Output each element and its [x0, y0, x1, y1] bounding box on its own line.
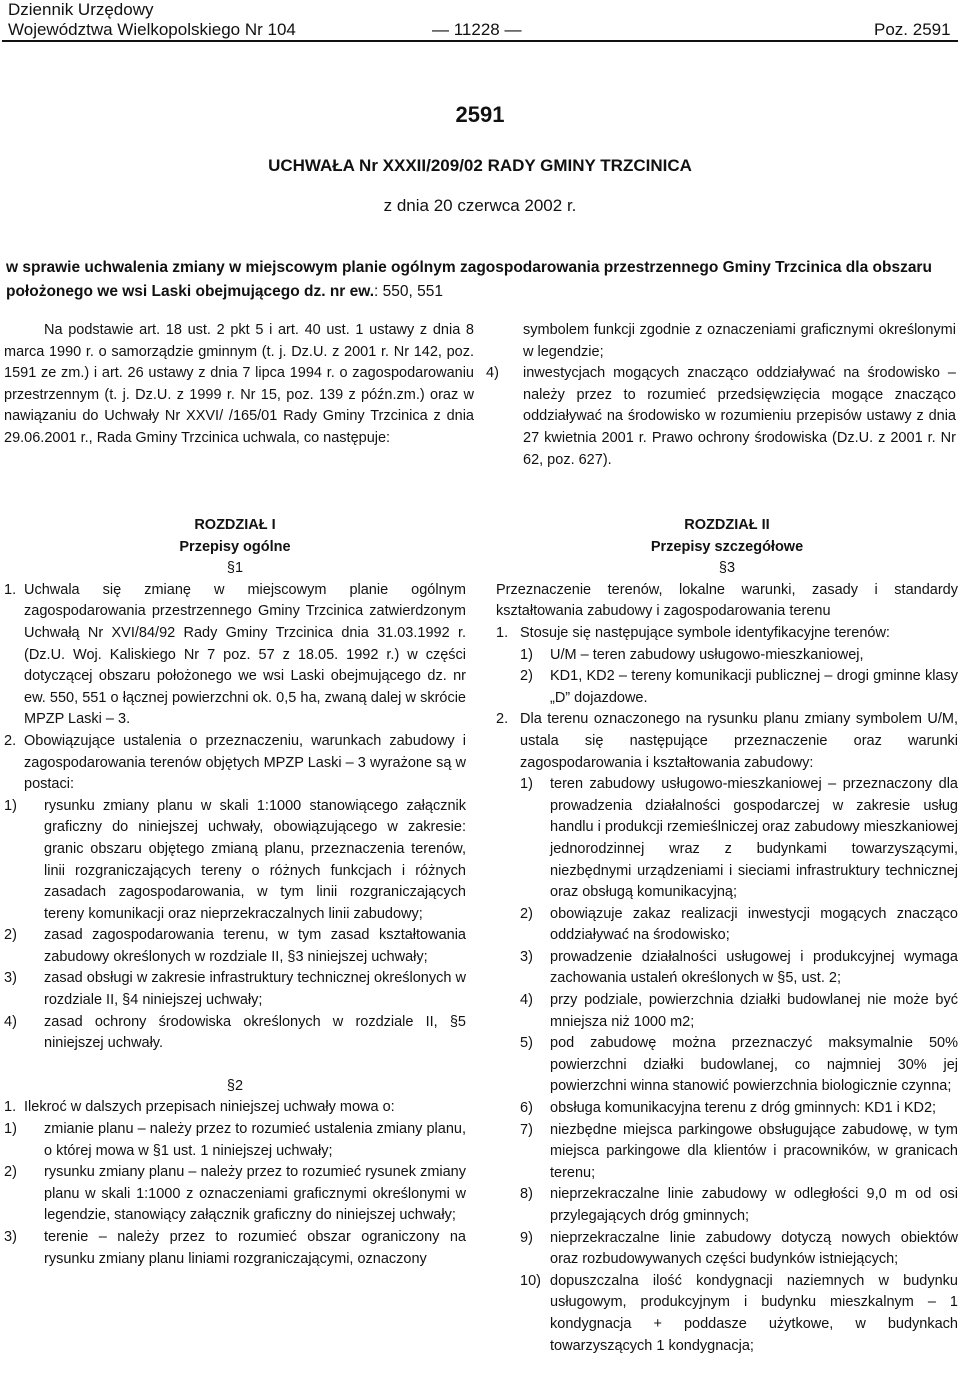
definition-item: [486, 363, 956, 471]
list-item: [496, 1033, 958, 1098]
list-text: nieprzekraczalne linie zabudowy dotyczą nowych obiektów oraz rozbudowywanych części budynków istniejących;: [550, 1229, 958, 1268]
document-title: UCHWAŁA Nr XXXII/209/02 RADY GMINY TRZCINICA: [268, 156, 692, 175]
item-text: inwestycjach mogących znacząco oddziaływać na środowisko – należy przez to rozumieć przedsięwzięcia mogące znacząco oddziaływać na środowisko w rozumieniu przepisów ustawy z dnia 27 kwietnia 2001 r. Prawo ochrony środowiska (Dz.U. z 2001 r. Nr 62, poz. 627).: [523, 365, 956, 468]
journal-volume: Województwa Wielkopolskiego Nr 104: [8, 20, 296, 39]
list-item: [496, 1271, 958, 1357]
list-text: prowadzenie działalności usługowej i produkcyjnej wymaga zachowania ustaleń określonych w §5, ust. 2;: [550, 948, 958, 987]
section-item: [496, 623, 958, 645]
chapter-heading: ROZDZIAŁ II: [684, 517, 770, 533]
section-item: [4, 580, 466, 731]
list-number: 6): [520, 1100, 533, 1117]
list-number: 4): [4, 1013, 17, 1030]
list-number: 7): [520, 1121, 533, 1138]
list-number: 9): [520, 1229, 533, 1246]
list-item: [4, 925, 466, 968]
list-text: rysunku zmiany planu – należy przez to rozumieć rysunek zmiany planu w skali 1:1000 z oznaczeniami graficznymi określonymi w legendzie, stanowiący załącznik graficzny do niniejszej uchwały;: [44, 1164, 466, 1224]
section-number: 1.: [4, 1099, 17, 1116]
list-number: 2): [4, 927, 17, 944]
section-item: [4, 1097, 466, 1119]
document-number: 2591: [455, 102, 505, 127]
list-item: [496, 645, 958, 667]
list-text: obsługa komunikacyjna terenu z dróg gminnych: KD1 i KD2;: [550, 1100, 937, 1117]
list-number: 1): [520, 776, 533, 793]
right-column: [496, 515, 958, 1357]
list-text: zmianie planu – należy przez to rozumieć ustalenia zmiany planu, o której mowa w §1 ust. 1 niniejszej uchwały;: [44, 1121, 466, 1159]
section-text: Ilekroć w dalszych przepisach niniejszej uchwały mowa o:: [24, 1099, 395, 1116]
section-number: 1.: [496, 624, 509, 641]
page-number: — 11228 —: [432, 20, 522, 39]
list-number: 4): [520, 992, 533, 1009]
position-number: Poz. 2591: [874, 20, 951, 39]
list-item: [496, 904, 958, 947]
list-number: 2): [4, 1164, 17, 1181]
list-number: 3): [4, 1229, 17, 1245]
list-item: [496, 990, 958, 1033]
list-text: obowiązuje zakaz realizacji inwestycji mogących znacząco oddziaływać na środowisko;: [550, 905, 958, 944]
list-text: pod zabudowę można przeznaczyć maksymalnie 50% powierzchni działki budowlanej, co najmniej 30% jej powierzchni winna stanowić powierzchnia biologicznie czynna;: [550, 1035, 958, 1095]
subject-parcels: : 550, 551: [374, 283, 443, 300]
preamble: Na podstawie art. 18 ust. 2 pkt 5 i art. 40 ust. 1 ustawy z dnia 8 marca 1990 r. o samorządzie gminnym (t. j. Dz.U. z 2001 r. Nr 142, poz. 1591 ze zm.) i art. 26 ustawy z dnia 7 lipca 1994 r. o zagospodarowaniu przestrzennym (t. j. Dz.U. z 1999 r. Nr 15, poz. 139 z późn.zm.) oraz w nawiązaniu do Uchwały Nr XXVI/ /165/01 Rady Gminy Trzcinica z dnia 29.06.2001 r., Rada Gminy Trzcinica uchwala, co następuje:: [4, 322, 474, 446]
definition-3-continued: symbolem funkcji zgodnie z oznaczeniami graficznymi określonymi w legendzie;: [523, 322, 956, 360]
list-item: [496, 1184, 958, 1227]
list-number: 2): [520, 905, 533, 922]
list-item: [496, 1120, 958, 1185]
list-item: [4, 1227, 466, 1270]
list-text: U/M – teren zabudowy usługowo-mieszkaniowej,: [550, 646, 864, 663]
list-text: zasad zagospodarowania terenu, w tym zasad kształtowania zabudowy określonych w rozdziale II, §3 niniejszej uchwały;: [44, 927, 466, 965]
section-intro: Przeznaczenie terenów, lokalne warunki, zasady i standardy kształtowania zabudowy i zagospodarowania terenu: [496, 581, 958, 620]
list-text: nieprzekraczalne linie zabudowy w odległości 9,0 m od osi przylegających dróg gminnych;: [550, 1186, 958, 1224]
list-text: dopuszczalna ilość kondygnacji naziemnych w budynku usługowym, produkcyjnym i budynku mieszkalnym – 1 kondygnacja + poddasze użytkowe, w budynkach towarzyszących 1 kondygnacja;: [550, 1272, 958, 1354]
list-number: 8): [520, 1186, 533, 1203]
section-number: 2.: [4, 732, 17, 749]
list-item: [4, 1012, 466, 1055]
section-number: 1.: [4, 581, 17, 598]
section-text: Dla terenu oznaczonego na rysunku planu zmiany symbolem U/M, ustala się następujące przeznaczenie oraz warunki zagospodarowania i kształtowania zabudowy:: [520, 711, 958, 771]
paragraph-symbol: §2: [226, 1077, 244, 1094]
paragraph-symbol: §1: [226, 560, 244, 577]
list-text: przy podziale, powierzchnia działki budowlanej nie może być mniejsza niż 1000 m2;: [550, 992, 958, 1030]
list-text: zasad obsługi w zakresie infrastruktury technicznej określonych w rozdziale II, §4 niniejszej uchwały;: [44, 970, 466, 1009]
list-text: KD1, KD2 – tereny komunikacji publicznej – drogi gminne klasy „D” dojazdowe.: [550, 668, 958, 706]
list-item: [4, 1162, 466, 1227]
list-item: [496, 1228, 958, 1271]
chapter-title: Przepisy szczegółowe: [650, 538, 804, 555]
list-item: [4, 968, 466, 1011]
section-number: 2.: [496, 711, 509, 728]
list-number: 5): [520, 1035, 533, 1052]
list-item: [496, 947, 958, 990]
document-subject: [6, 256, 958, 304]
list-number: 2): [520, 668, 533, 685]
list-number: 1): [4, 1121, 17, 1138]
journal-name: Dziennik Urzędowy: [8, 0, 154, 19]
list-number: 1): [520, 646, 533, 663]
chapter-heading: ROZDZIAŁ I: [194, 517, 276, 533]
list-item: [496, 666, 958, 709]
definitions-continued: [486, 320, 956, 471]
left-column: [4, 515, 466, 1270]
header-rule: [2, 40, 958, 42]
list-item: [496, 774, 958, 904]
document-date: z dnia 20 czerwca 2002 r.: [383, 196, 577, 215]
section-item: [496, 709, 958, 774]
list-number: 1): [4, 797, 17, 814]
paragraph-symbol: §3: [718, 560, 736, 577]
list-text: terenie – należy przez to rozumieć obszar ograniczony na rysunku zmiany planu liniami rozgraniczającymi, oznaczony: [44, 1229, 466, 1267]
list-item: [4, 1119, 466, 1162]
chapter-title: Przepisy ogólne: [179, 538, 291, 555]
list-text: zasad ochrony środowiska określonych w rozdziale II, §5 niniejszej uchwały.: [44, 1013, 466, 1052]
section-text: Obowiązujące ustalenia o przeznaczeniu, warunkach zabudowy i zagospodarowania terenów objętych MPZP Laski – 3 wyrażone są w postaci:: [24, 732, 466, 793]
list-number: 10): [520, 1272, 541, 1289]
item-number: 4): [486, 365, 499, 382]
section-item: [4, 731, 466, 796]
list-number: 3): [4, 970, 17, 987]
list-text: teren zabudowy usługowo-mieszkaniowej – przeznaczony dla prowadzenia działalności gospodarczej w zakresie usług handlu i produkcji rzemieślniczej oraz zabudowy mieszkaniowej jednorodzinnej wraz z budynkami towarzyszącymi, niezbędnymi urządzeniami i sieciami infrastruktury technicznej oraz obsługą komunikacyjną;: [550, 776, 958, 901]
section-text: Uchwala się zmianę w miejscowym planie ogólnym zagospodarowania przestrzennego Gminy Trzcinica zatwierdzonym Uchwałą Nr XVI/84/92 Rady Gminy Trzcinica dnia 31.03.1992 r. (Dz.U. Woj. Kaliskiego Nr 7 poz. 57 z 18.05. 1992 r.) w części dotyczącej obszaru położonego we wsi Laski obejmującego dz. nr ew. 550, 551 o łącznej powierzchni ok. 0,5 ha, zwaną dalej w skrócie MPZP Laski – 3.: [24, 581, 466, 728]
list-item: [496, 1098, 958, 1120]
list-text: niezbędne miejsca parkingowe obsługujące zabudowę, w tym miejsca parkingowe dla klientów i pracowników, w granicach terenu;: [550, 1121, 958, 1181]
list-text: rysunku zmiany planu w skali 1:1000 stanowiącego załącznik graficzny do niniejszej uchwały, obowiązującego w zakresie: granic obszaru objętego zmianą planu, przeznaczenia terenów, linii rozgraniczających tereny o różnych funkcjach i różnych zasadach zagospodarowania, w tym linii rozgraniczających tereny komunikacji oraz nieprzekraczalnych linii zabudowy;: [44, 797, 466, 922]
subject-text: w sprawie uchwalenia zmiany w miejscowym planie ogólnym zagospodarowania przestrzennego Gminy Trzcinica dla obszaru położonego we wsi Laski obejmującego dz. nr ew.: [6, 259, 932, 300]
list-number: 3): [520, 948, 533, 965]
section-text: Stosuje się następujące symbole identyfikacyjne terenów:: [520, 624, 890, 641]
list-item: [4, 796, 466, 926]
